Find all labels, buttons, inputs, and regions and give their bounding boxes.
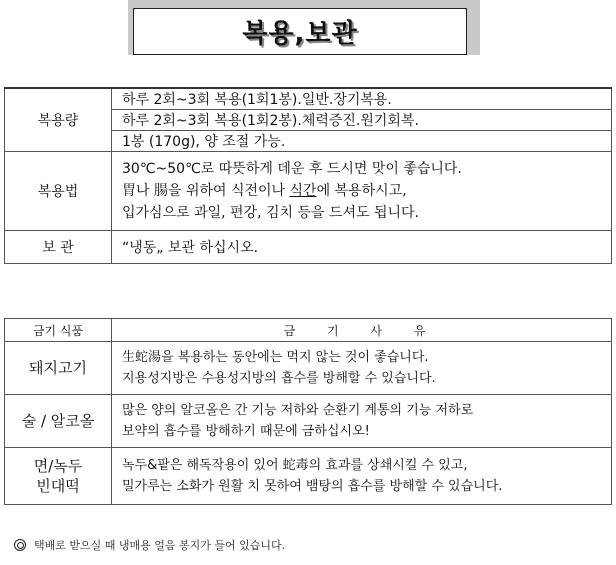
reason-alcohol-line-2: 보약의 흡수를 방해하기 때문에 금하십시오! (122, 424, 370, 439)
dosage-line-2: 하루 2회~3회 복용(1회2봉).체력증진.원기회복. (112, 110, 612, 131)
method-row (5, 152, 612, 231)
storage-row (5, 231, 612, 264)
dosage-row-1 (5, 88, 612, 110)
storage-text: “냉동„ 보관 하십시오. (112, 231, 612, 264)
reason-alcohol (112, 395, 612, 448)
header-reason: 금 기 사 유 (112, 319, 612, 342)
food-noodle-line-1: 면/녹두 (33, 457, 83, 475)
forbidden-row-pork (5, 342, 612, 395)
double-circle-icon (14, 539, 26, 551)
reason-pork-line-2: 지용성지방은 수용성지방의 흡수를 방해할 수 있습니다. (122, 371, 436, 386)
reason-pork (112, 342, 612, 395)
forbidden-row-noodle (5, 448, 612, 505)
reason-noodle-line-2: 밀가루는 소화가 원활 치 못하여 뱀탕의 흡수를 방해할 수 있습니다. (122, 479, 503, 494)
reason-alcohol-line-1: 많은 양의 알코올은 간 기능 저하와 순환기 계통의 기능 저하로 (122, 403, 474, 418)
dosage-label: 복용량 (5, 88, 112, 152)
food-noodle-line-2: 빈대떡 (36, 477, 80, 495)
header-food: 금기 식품 (5, 319, 112, 342)
forbidden-food-table (4, 318, 612, 505)
footnote (14, 537, 285, 553)
food-pork: 돼지고기 (5, 342, 112, 395)
dosage-line-3: 1봉 (170g), 양 조절 가능. (112, 131, 612, 152)
page-title: 복용,보관 (242, 19, 358, 49)
method-cell (112, 152, 612, 231)
method-line-2-underlined: 식간 (289, 183, 317, 199)
usage-table (4, 87, 612, 264)
method-line-2 (122, 180, 601, 202)
footnote-text: 택배로 받으실 때 냉매용 얼음 봉지가 들어 있습니다. (34, 539, 286, 552)
method-line-1: 30℃~50℃로 따뜻하게 데운 후 드시면 맛이 좋습니다. (122, 161, 462, 177)
method-line-2-post: 에 복용하시고, (316, 183, 407, 199)
reason-noodle-line-1: 녹두&팥은 해독작용이 있어 蛇毒의 효과를 상쇄시킬 수 있고, (122, 458, 468, 473)
forbidden-header-row (5, 319, 612, 342)
method-line-2-pre: 胃나 腸을 위하여 식전이나 (122, 183, 290, 199)
dosage-line-1: 하루 2회~3회 복용(1회1봉).일반.장기복용. (112, 88, 612, 110)
method-label: 복용법 (5, 152, 112, 231)
reason-noodle (112, 448, 612, 505)
method-line-3: 입가심으로 과일, 편강, 김치 등을 드셔도 됩니다. (122, 205, 420, 221)
title-box (133, 8, 467, 55)
food-noodle-mungbean (5, 448, 112, 505)
storage-label: 보 관 (5, 231, 112, 264)
food-alcohol: 술 / 알코올 (5, 395, 112, 448)
forbidden-row-alcohol (5, 395, 612, 448)
reason-pork-line-1: 生蛇湯을 복용하는 동안에는 먹지 않는 것이 좋습니다. (122, 350, 429, 365)
